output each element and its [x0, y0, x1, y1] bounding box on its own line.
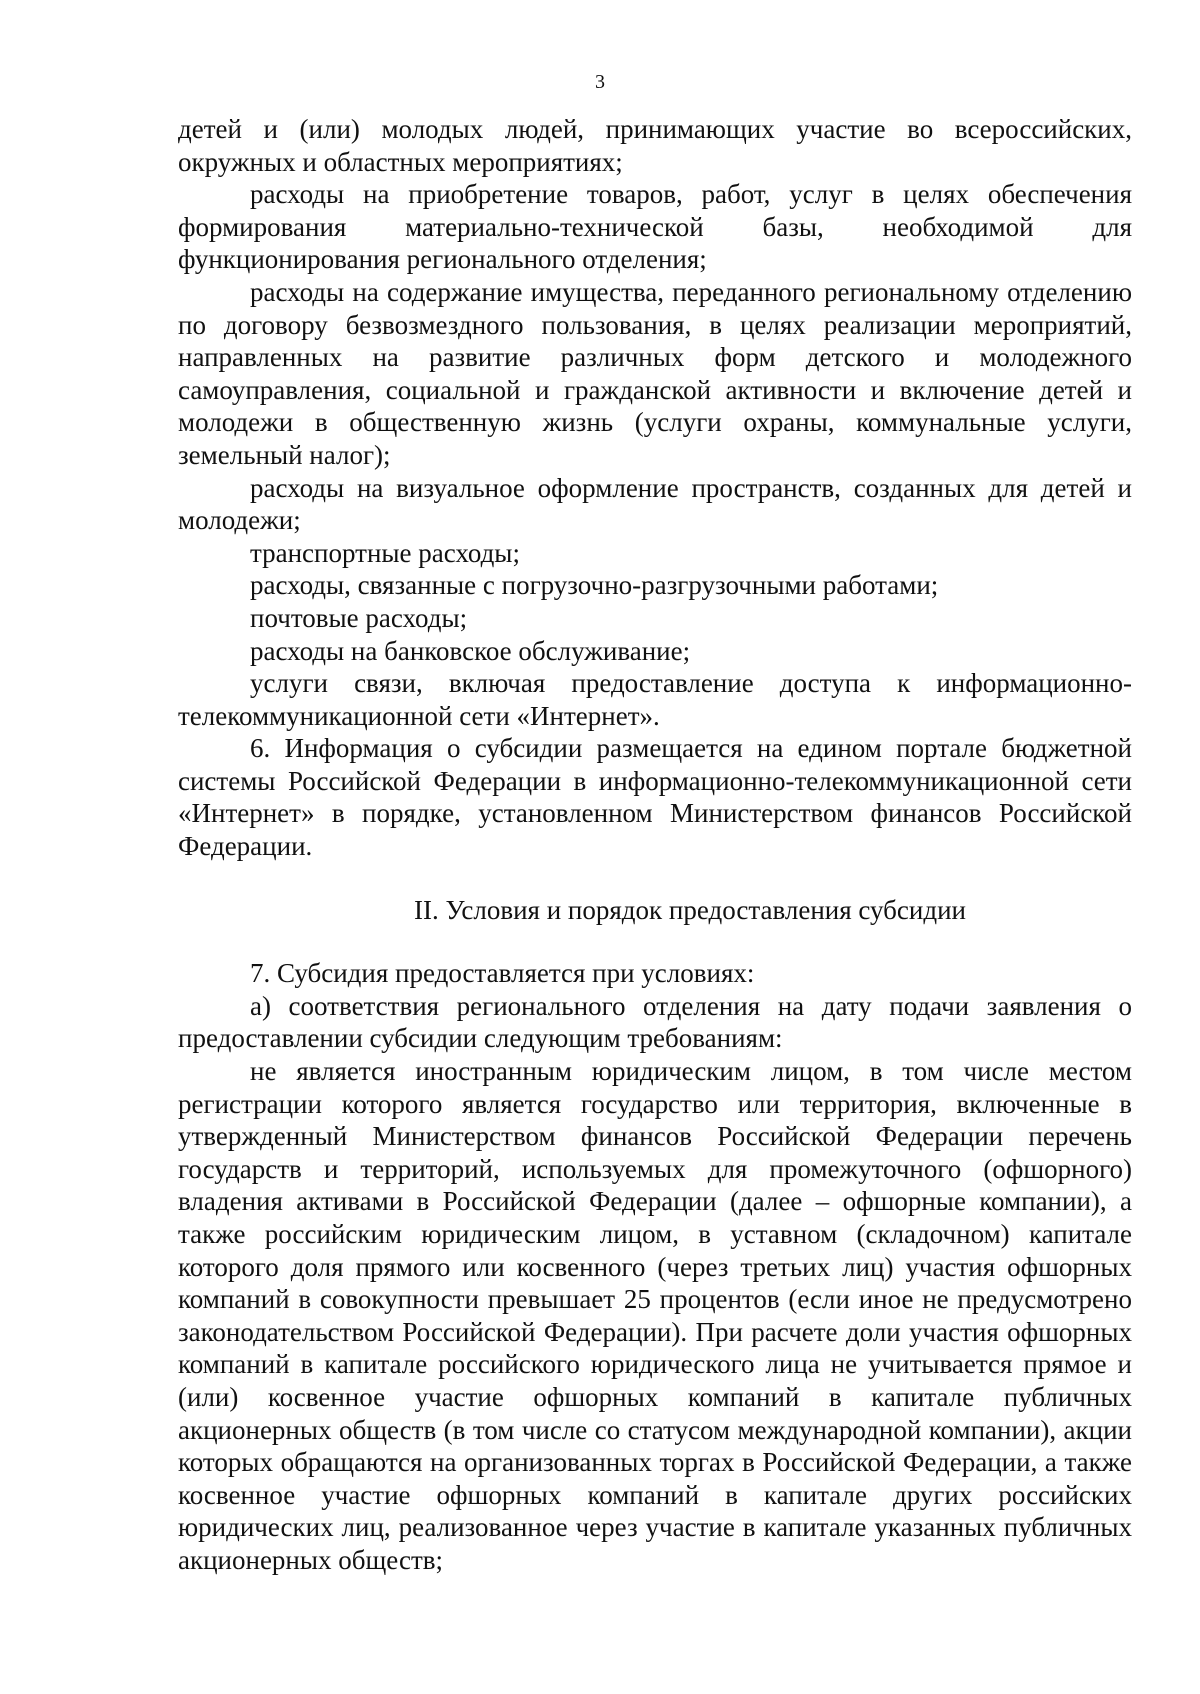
paragraph-expense-loading: расходы, связанные с погрузочно-разгрузочными работами;	[250, 570, 939, 601]
paragraph-expense-transport: транспортные расходы;	[250, 537, 520, 568]
paragraph-item-7a: а) соответствия регионального отделения на дату подачи заявления о предоставлении субсидии следующим требованиям:	[178, 990, 1132, 1054]
paragraph-expense-communication: услуги связи, включая предоставление доступа к информационно-телекоммуникационной сети «Интернет».	[178, 668, 1132, 731]
section-heading: II. Условия и порядок предоставления субсидии	[414, 894, 966, 925]
paragraph-expense-postal: почтовые расходы;	[250, 602, 468, 633]
paragraph-expense-banking: расходы на банковское обслуживание;	[250, 635, 691, 666]
paragraph-expense-visual: расходы на визуальное оформление пространств, созданных для детей и молодежи;	[178, 472, 1132, 536]
page-number: 3	[595, 71, 605, 93]
paragraph-offshore-requirement: не является иностранным юридическим лицом, в том числе местом регистрации которого является государство или территория, включенные в утвержденный Министерством финансов Российской Федерации перечень государств и территорий, используемых для промежуточного (офшорного) владения активами в Российской Федерации (далее – офшорные компании), а также российским юридическим лицом, в уставном (складочном) капитале которого доля прямого или косвенного (через третьих лиц) участия офшорных компаний в совокупности превышает 25 процентов (если иное не предусмотрено законодательством Российской Федерации). При расчете доли участия офшорных компаний в капитале российского юридического лица не учитывается прямое и (или) косвенное участие офшорных компаний в капитале публичных акционерных обществ (в том числе со статусом международной компании), акции которых обращаются на организованных торгах в Российской Федерации, а также косвенное участие офшорных компаний в капитале других российских юридических лиц, реализованное через участие в капитале указанных публичных акционерных обществ;	[178, 1056, 1132, 1575]
paragraph-item-7: 7. Субсидия предоставляется при условиях:	[250, 958, 755, 989]
paragraph-item-6: 6. Информация о субсидии размещается на едином портале бюджетной системы Российской Федерации в информационно-телекоммуникационной сети «Интернет» в порядке, установленном Министерством финансов Российской Федерации.	[178, 733, 1132, 862]
paragraph-continuation: детей и (или) молодых людей, принимающих участие во всероссийских, окружных и областных мероприятиях;	[178, 114, 1132, 177]
document-body	[178, 113, 1132, 1577]
paragraph-expense-property: расходы на содержание имущества, переданного региональному отделению по договору безвозмездного пользования, в целях реализации мероприятий, направленных на развитие различных форм детского и молодежного самоуправления, социальной и гражданской активности и включение детей и молодежи в общественную жизнь (услуги охраны, коммунальные услуги, земельный налог);	[178, 276, 1132, 470]
paragraph-expense-goods: расходы на приобретение товаров, работ, услуг в целях обеспечения формирования материально-технической базы, необходимой для функционирования регионального отделения;	[178, 179, 1132, 275]
